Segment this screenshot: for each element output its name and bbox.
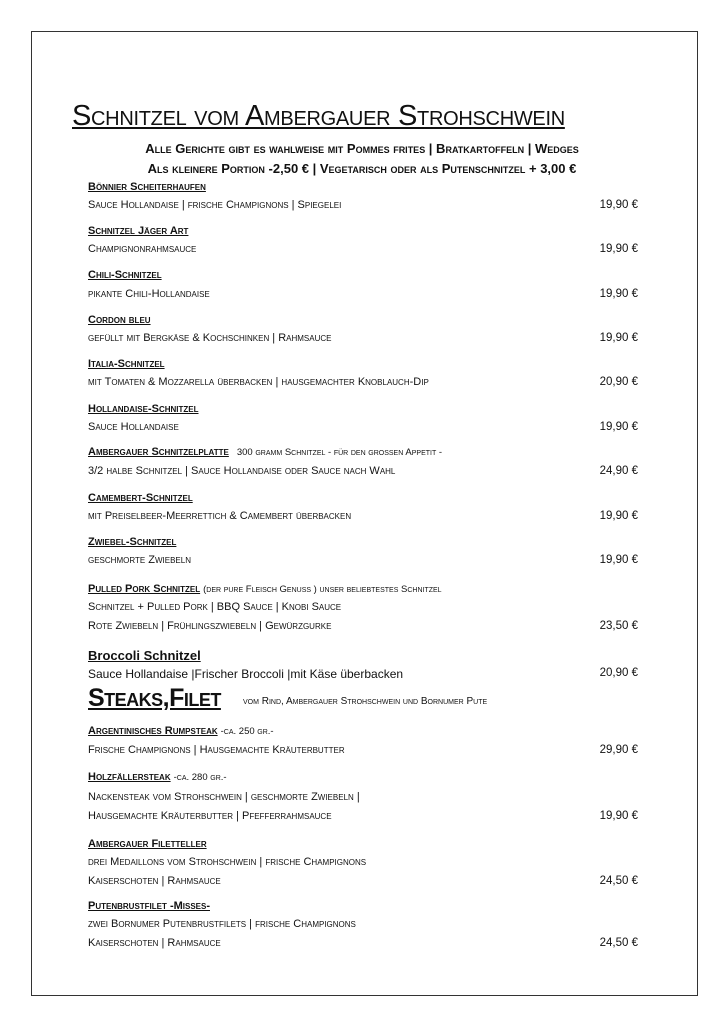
item-desc: Sauce Hollandaise <box>88 421 179 433</box>
item-name <box>88 771 227 783</box>
item-name: Zwiebel-Schnitzel <box>88 536 177 548</box>
item-desc: Sauce Hollandaise |Frischer Broccoli |mit Käse überbacken <box>88 667 404 681</box>
item-price: 24,50 € <box>599 937 638 949</box>
item-desc: Kaiserschoten | Rahmsauce <box>88 875 221 887</box>
item-name <box>88 446 442 458</box>
item-name: Bönnier Scheiterhaufen <box>88 181 206 193</box>
item-desc: mit Preiselbeer-Meerrettich & Camembert überbacken <box>88 510 352 522</box>
item-note: -ca. 250 gr.- <box>220 726 274 737</box>
item-price: 19,90 € <box>599 810 638 822</box>
item-price: 23,50 € <box>599 620 638 632</box>
item-name: Italia-Schnitzel <box>88 358 165 370</box>
item-price: 24,90 € <box>599 465 638 477</box>
menu-subtitle-1: Alle Gerichte gibt es wahlweise mit Pommes frites | Bratkartoffeln | Wedges <box>145 141 579 156</box>
item-note: 300 gramm Schnitzel - für den großen Appetit - <box>236 447 443 458</box>
item-desc: zwei Bornumer Putenbrustfilets | frische Champignons <box>88 918 356 930</box>
item-desc: gefüllt mit Bergkäse & Kochschinken | Rahmsauce <box>88 332 332 344</box>
item-name: Hollandaise-Schnitzel <box>88 403 199 415</box>
item-desc: Rote Zwiebeln | Frühlingszwiebeln | Gewürzgurke <box>88 620 332 632</box>
item-desc: Hausgemachte Kräuterbutter | Pfefferrahmsauce <box>88 810 332 822</box>
item-name <box>88 583 442 595</box>
steaks-title: Steaks,Filet <box>88 684 221 712</box>
item-note: -ca. 280 gr.- <box>173 772 227 783</box>
item-price: 19,90 € <box>599 199 638 211</box>
item-desc: mit Tomaten & Mozzarella überbacken | hausgemachter Knoblauch-Dip <box>88 376 429 388</box>
item-price: 19,90 € <box>599 554 638 566</box>
item-name: Ambergauer Filetteller <box>88 838 207 850</box>
steaks-subtitle: vom Rind, Ambergauer Strohschwein und Bornumer Pute <box>243 696 488 707</box>
item-desc: Frische Champignons | Hausgemachte Kräuterbutter <box>88 744 345 756</box>
menu-title: Schnitzel vom Ambergauer Strohschwein <box>72 100 565 132</box>
item-name: Schnitzel Jäger Art <box>88 225 189 237</box>
item-price: 29,90 € <box>599 744 638 756</box>
item-name-text: Argentinisches Rumpsteak <box>88 725 218 737</box>
item-name-text: Ambergauer Schnitzelplatte <box>88 446 229 458</box>
item-name-text: Pulled Pork Schnitzel <box>88 583 201 595</box>
item-desc: Sauce Hollandaise | frische Champignons | Spiegelei <box>88 199 342 211</box>
item-note: (der pure Fleisch Genuss ) unser beliebtestes Schnitzel <box>203 584 442 595</box>
item-price: 19,90 € <box>599 332 638 344</box>
item-name: Chili-Schnitzel <box>88 269 162 281</box>
item-desc: Champignonrahmsauce <box>88 243 197 255</box>
item-price: 20,90 € <box>599 667 638 679</box>
item-desc: Kaiserschoten | Rahmsauce <box>88 937 221 949</box>
item-name <box>88 725 274 737</box>
item-name-text: Holzfällersteak <box>88 771 171 783</box>
item-price: 24,50 € <box>599 875 638 887</box>
item-price: 20,90 € <box>599 376 638 388</box>
item-desc: drei Medaillons vom Strohschwein | frische Champignons <box>88 856 367 868</box>
item-price: 19,90 € <box>599 288 638 300</box>
item-price: 19,90 € <box>599 421 638 433</box>
item-price: 19,90 € <box>599 243 638 255</box>
item-name: Broccoli Schnitzel <box>88 648 201 663</box>
item-desc: geschmorte Zwiebeln <box>88 554 191 566</box>
item-name: Camembert-Schnitzel <box>88 492 193 504</box>
item-desc: Schnitzel + Pulled Pork | BBQ Sauce | Knobi Sauce <box>88 601 342 613</box>
item-name: Cordon bleu <box>88 314 151 326</box>
item-desc: 3/2 halbe Schnitzel | Sauce Hollandaise oder Sauce nach Wahl <box>88 465 396 477</box>
item-name: Putenbrustfilet -Misses- <box>88 900 210 912</box>
item-desc: pikante Chili-Hollandaise <box>88 288 210 300</box>
menu-subtitle-2: Als kleinere Portion -2,50 € | Vegetarisch oder als Putenschnitzel + 3,00 € <box>147 161 577 176</box>
item-price: 19,90 € <box>599 510 638 522</box>
item-desc: Nackensteak vom Strohschwein | geschmorte Zwiebeln | <box>88 791 360 803</box>
